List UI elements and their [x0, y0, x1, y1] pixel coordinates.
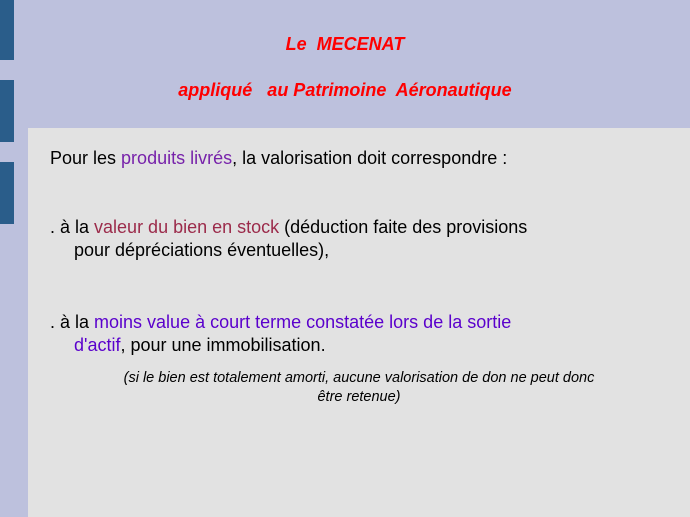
content-panel: [28, 128, 690, 517]
bullet-2-line-1: [50, 311, 511, 334]
note-line-2: être retenue): [317, 389, 401, 405]
accent-bar-bottom: [0, 162, 14, 224]
intro-text-before: Pour les: [50, 148, 122, 168]
bullet-2-line-2: [74, 334, 326, 357]
bullet-1-line-2: pour dépréciations éventuelles),: [74, 240, 330, 260]
bullet-2-line-2-rest: , pour une immobilisation.: [120, 335, 326, 355]
bullet-1-rest: (déduction faite des provisions: [279, 217, 528, 237]
slide-title: Le MECENAT: [285, 34, 405, 54]
note-line-1: (si le bien est totalement amorti, aucune valorisation de don ne peut donc: [123, 370, 595, 386]
bullet-2-prefix: . à la: [50, 312, 95, 332]
intro-text-after: , la valorisation doit correspondre :: [232, 148, 508, 168]
bullet-1-highlight: valeur du bien en stock: [94, 217, 280, 237]
slide-subtitle: appliqué au Patrimoine Aéronautique: [178, 80, 512, 100]
bullet-1-line-1: [50, 216, 527, 239]
bullet-2-line-2-highlight: d'actif: [74, 335, 121, 355]
bullet-1-prefix: . à la: [50, 217, 95, 237]
bullet-2-highlight: moins value à court terme constatée lors de la sortie: [94, 312, 512, 332]
intro-highlight: produits livrés: [121, 148, 233, 168]
intro-paragraph: [50, 147, 507, 170]
